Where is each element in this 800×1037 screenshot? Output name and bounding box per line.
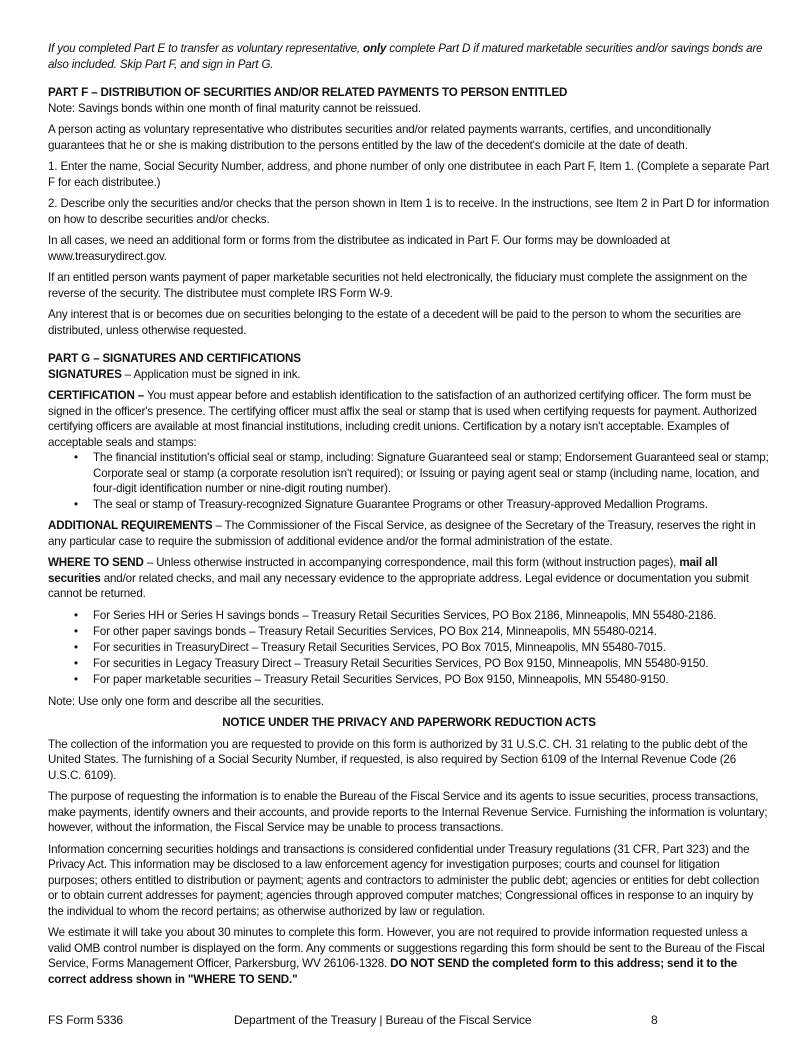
address-item: • For paper marketable securities – Treasury Retail Securities Services, PO Box 9150, Minneapolis, MN 55480-9150. (48, 672, 770, 688)
part-g-heading: PART G – SIGNATURES AND CERTIFICATIONS (48, 352, 301, 365)
signatures-text: – Application must be signed in ink. (121, 367, 301, 381)
where-to-send-text-end: and/or related checks, and mail any necessary evidence to the appropriate address. Legal evidence or documentation you submit cannot be returned. (48, 571, 749, 600)
footer-page-number: 8 (651, 1013, 658, 1027)
part-f-paragraph: If an entitled person wants payment of paper marketable securities not held electronically, the fiduciary must complete the assignment on the reverse of the security. The distributee must complete IRS Form W-9. (48, 271, 748, 300)
intro-instruction (48, 41, 770, 72)
part-f-heading: PART F – DISTRIBUTION OF SECURITIES AND/OR RELATED PAYMENTS TO PERSON ENTITLED (48, 86, 568, 99)
additional-requirements-label: ADDITIONAL REQUIREMENTS (48, 519, 213, 532)
part-f-paragraph: A person acting as voluntary representative who distributes securities and/or related payments warrants, certifies, and unconditionally guarantees that he or she is making distribution to the persons entitled by the law of the decedent's domicile at the date of death. (48, 123, 711, 152)
where-to-send-label: WHERE TO SEND (48, 556, 144, 569)
part-f-note: Note: Savings bonds within one month of final maturity cannot be reissued. (48, 101, 422, 115)
burden-estimate-paragraph (48, 925, 770, 987)
notice-heading: NOTICE UNDER THE PRIVACY AND PAPERWORK REDUCTION ACTS (222, 716, 596, 729)
where-to-send-paragraph (48, 555, 770, 602)
part-g-note: Note: Use only one form and describe all the securities. (48, 694, 324, 708)
intro-emphasis: only (363, 42, 387, 55)
list-item: • The financial institution's official seal or stamp, including: Signature Guaranteed seal or stamp; Endorsement Guaranteed seal or stamp; Corporate seal or stamp (a corporate resolution isn't required); or Issuing or paying agent seal or stamp (including name, location, and four-digit identification number or nine-digit routing number). (48, 450, 770, 497)
part-f-item-2: 2. Describe only the securities and/or checks that the person shown in Item 1 is to receive. In the instructions, see Item 2 in Part D for information on how to describe securities and/or checks. (48, 197, 770, 226)
list-item: • The seal or stamp of Treasury-recognized Signature Guarantee Programs or other Treasury-approved Medallion Programs. (48, 497, 770, 513)
mailing-address-list (48, 608, 770, 688)
signatures-label: SIGNATURES (48, 367, 122, 381)
notice-paragraph: Information concerning securities holdings and transactions is considered confidential under Treasury regulations (31 CFR, Part 323) and the Privacy Act. This information may be disclosed to a law enforcement agency for investigation purposes; courts and counsel for litigation purposes; others entitled to distribution or payment; agents and contractors to administer the public debt; agencies or entities for debt collection or to obtain current addresses for payment; agencies through approved computer matches; Congressional offices in response to an inquiry by the individual to whom the record pertains; as otherwise authorized by law or regulation. (48, 842, 760, 918)
certification-bullet-list (48, 450, 770, 512)
address-item: • For securities in TreasuryDirect – Treasury Retail Securities Services, PO Box 7015, Minneapolis, MN 55480-7015. (48, 640, 770, 656)
do-not-send-warning: DO NOT SEND the completed form to this address; send it to the correct address shown in "WHERE TO SEND." (48, 957, 738, 986)
footer-agency: Department of the Treasury | Bureau of the Fiscal Service (234, 1013, 532, 1027)
intro-text: If you completed Part E to transfer as voluntary representative, (48, 42, 364, 55)
footer-form-number: FS Form 5336 (48, 1013, 123, 1027)
certification-label: CERTIFICATION – (48, 389, 145, 402)
part-f-paragraph: Any interest that is or becomes due on securities belonging to the estate of a decedent will be paid to the person to whom the securities are distributed, unless otherwise requested. (48, 308, 741, 337)
address-item: • For securities in Legacy Treasury Direct – Treasury Retail Securities Services, PO Box 9150, Minneapolis, MN 55480-9150. (48, 656, 770, 672)
notice-paragraph: The purpose of requesting the information is to enable the Bureau of the Fiscal Service and its agents to issue securities, process transactions, make payments, identify owners and their accounts, and provide reports to the Internal Revenue Service. Furnishing the information is voluntary; however, without the information, the Fiscal Service may be unable to process transactions. (48, 790, 768, 834)
address-item: • For Series HH or Series H savings bonds – Treasury Retail Securities Services, PO Box 2186, Minneapolis, MN 55480-2186. (48, 608, 770, 624)
notice-paragraph: The collection of the information you are requested to provide on this form is authorized by 31 U.S.C. CH. 31 relating to the public debt of the United States. The furnishing of a Social Security Number, if requested, is also required by Section 6109 of the Internal Revenue Code (26 U.S.C. 6109). (48, 737, 748, 782)
part-f-item-1: 1. Enter the name, Social Security Number, address, and phone number of only one distributee in each Part F, Item 1. (Complete a separate Part F for each distributee.) (48, 160, 770, 189)
certification-paragraph (48, 388, 770, 450)
certification-text: You must appear before and establish identification to the satisfaction of an authorized certifying officer. The form must be signed in the officer's presence. The certifying officer must affix the seal or stamp that is used when certifying requests for payment. Authorized certifying officers are available at most financial institutions, including credit unions. Certification by a notary isn't acceptable. Examples of acceptable seals and stamps: (48, 389, 757, 449)
intro-text-end: complete Part D if matured marketable securities and/or savings bonds are also included. Skip Part F, and sign in Part G. (48, 42, 763, 71)
signatures-paragraph (48, 367, 770, 383)
where-to-send-text: – Unless otherwise instructed in accompanying correspondence, mail this form (without instruction pages), (143, 556, 680, 569)
additional-requirements-paragraph (48, 518, 770, 549)
page-footer (48, 993, 770, 1031)
address-item: • For other paper savings bonds – Treasury Retail Securities Services, PO Box 214, Minneapolis, MN 55480-0214. (48, 624, 770, 640)
burden-estimate-text: We estimate it will take you about 30 minutes to complete this form. However, you are not required to provide information requested unless a valid OMB control number is displayed on the form. Any comments or suggestions regarding this form should be sent to the Bureau of the Fiscal Service, Forms Management Officer, Parkersburg, WV 26106-1328. (48, 926, 765, 970)
part-f-paragraph: In all cases, we need an additional form or forms from the distributee as indicated in Part F. Our forms may be downloaded at www.treasurydirect.gov. (48, 234, 670, 263)
where-to-send-emphasis: mail all securities (48, 556, 718, 585)
additional-requirements-text: – The Commissioner of the Fiscal Service, as designee of the Secretary of the Treasury, reserves the right in any particular case to require the submission of additional evidence and/or the formal administration of the estate. (48, 519, 756, 548)
